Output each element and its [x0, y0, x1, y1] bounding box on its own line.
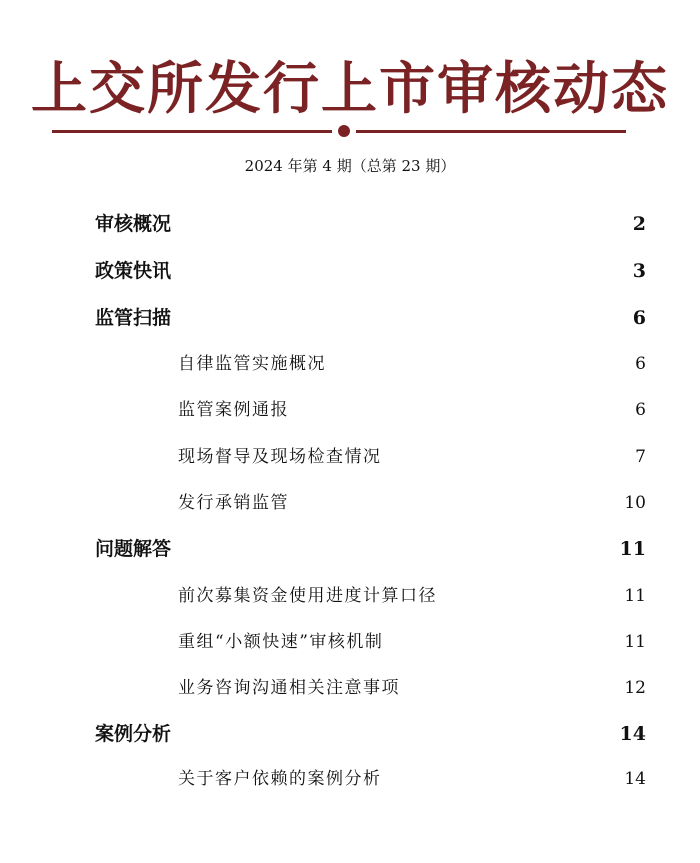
toc-label: 关于客户依赖的案例分析 [178, 769, 382, 789]
toc-page-number: 11 [619, 538, 646, 560]
toc-label: 业务咨询沟通相关注意事项 [178, 678, 400, 698]
toc-subsection-customer-dependence[interactable] [178, 764, 646, 794]
toc-label: 重组“小额快速”审核机制 [178, 632, 384, 652]
toc-subsection-fast-review[interactable] [178, 627, 646, 657]
toc-page-number: 11 [624, 586, 646, 606]
title-rule-left [52, 130, 332, 133]
toc-label: 前次募集资金使用进度计算口径 [178, 586, 437, 606]
toc-page-number: 2 [632, 213, 646, 235]
toc-label: 自律监管实施概况 [178, 354, 326, 374]
toc-subsection-fund-usage[interactable] [178, 581, 646, 611]
toc-label: 案例分析 [95, 723, 172, 745]
toc-page-number: 11 [624, 632, 646, 652]
toc-label: 问题解答 [95, 538, 172, 560]
toc-page-number: 10 [624, 493, 646, 513]
toc-page-number: 14 [624, 769, 646, 789]
toc-subsection-case-report[interactable] [178, 395, 646, 425]
toc-label: 现场督导及现场检查情况 [178, 447, 382, 467]
toc-section-case-analysis[interactable] [95, 719, 646, 749]
toc-label: 审核概况 [95, 213, 172, 235]
toc-subsection-underwriting[interactable] [178, 488, 646, 518]
toc-label: 监管扫描 [95, 307, 172, 329]
toc-subsection-self-regulation[interactable] [178, 349, 646, 379]
toc-label: 监管案例通报 [178, 400, 289, 420]
toc-section-regulatory-scan[interactable] [95, 303, 646, 333]
toc-subsection-onsite-inspection[interactable] [178, 442, 646, 472]
title-rule-dot [338, 125, 350, 137]
toc-page-number: 14 [619, 723, 646, 745]
document-title: 上交所发行上市审核动态 [31, 56, 669, 122]
title-rule-right [356, 130, 626, 133]
toc-page-number: 6 [632, 307, 646, 329]
toc-page-number: 6 [635, 400, 646, 420]
toc-label: 发行承销监管 [178, 493, 289, 513]
toc-subsection-consultation[interactable] [178, 673, 646, 703]
toc-page-number: 6 [635, 354, 646, 374]
toc-page-number: 7 [635, 447, 646, 467]
toc-section-qa[interactable] [95, 534, 646, 564]
toc-page-number: 12 [624, 678, 646, 698]
toc-page-number: 3 [632, 260, 646, 282]
issue-number: 2024 年第 4 期（总第 23 期） [244, 157, 456, 175]
toc-section-policy-news[interactable] [95, 256, 646, 286]
toc-label: 政策快讯 [95, 260, 172, 282]
toc-section-review-overview[interactable] [95, 209, 646, 239]
